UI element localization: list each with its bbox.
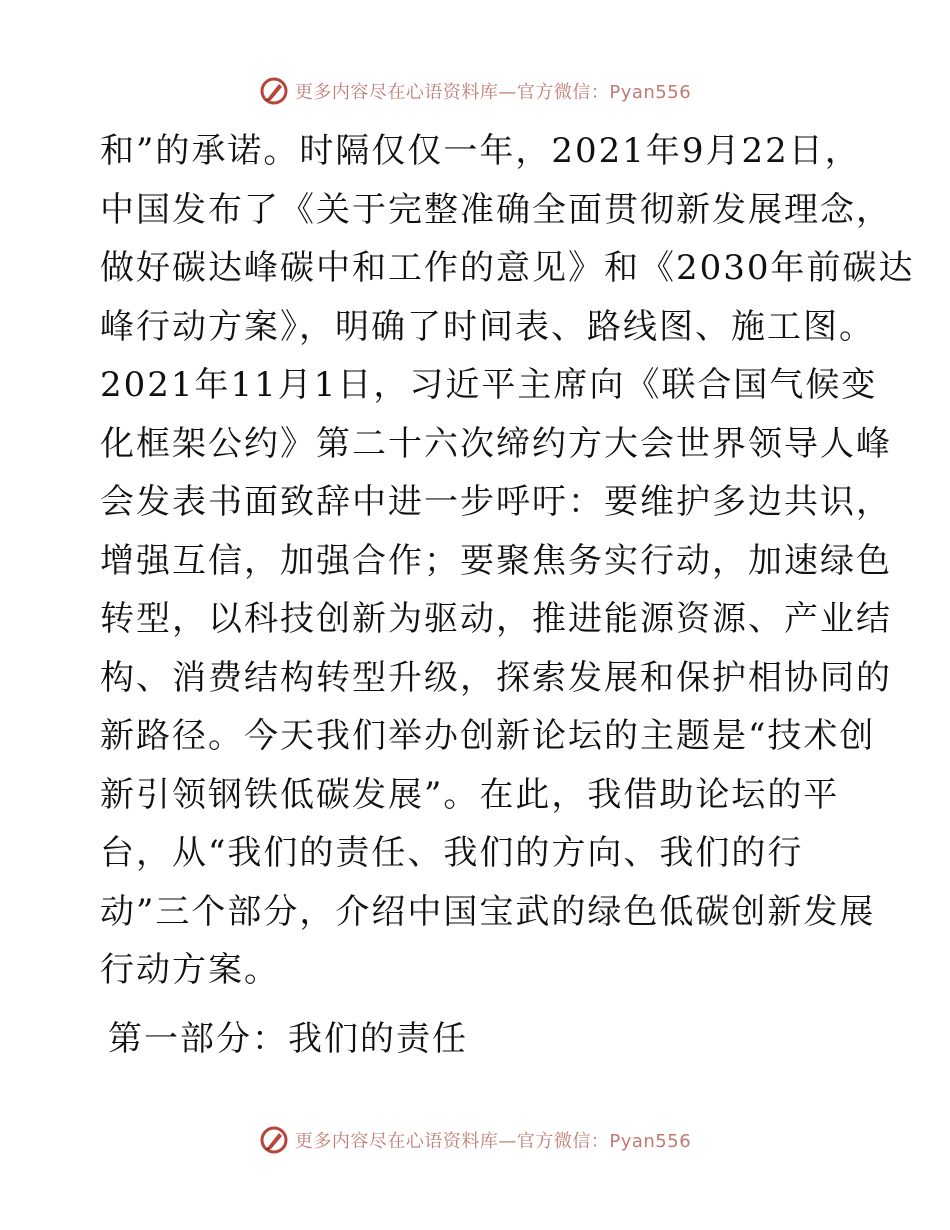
body-line: 动”三个部分，介绍中国宝武的绿色低碳创新发展 xyxy=(100,891,876,932)
body-line: 和”的承诺。时隔仅仅一年，2021年9月22日， xyxy=(100,131,861,171)
header-banner-text: 更多内容尽在心语资料库—官方微信：Pyan556 xyxy=(294,82,692,103)
body-line: 构、消费结构转型升级，探索发展和保护相协同的 xyxy=(100,657,892,698)
body-line: 中国发布了《关于完整准确全面贯彻新发展理念， xyxy=(100,189,892,230)
body-line: 会发表书面致辞中进一步呼吁：要维护多边共识， xyxy=(100,482,892,522)
header-banner xyxy=(0,71,950,111)
body-line: 做好碳达峰碳中和工作的意见》和《2030年前碳达 xyxy=(100,248,915,288)
body-line: 2021年11月1日，习近平主席向《联合国气候变 xyxy=(100,365,878,405)
pen-in-circle-logo-icon xyxy=(259,76,289,106)
footer-banner-text: 更多内容尽在心语资料库—官方微信：Pyan556 xyxy=(294,1131,692,1152)
body-line: 化框架公约》第二十六次缔约方大会世界领导人峰 xyxy=(100,423,892,464)
document-body xyxy=(100,122,915,1000)
pen-in-circle-logo-icon xyxy=(259,1125,289,1155)
body-line: 新引领钢铁低碳发展”。在此，我借助论坛的平 xyxy=(100,774,840,815)
footer-banner xyxy=(0,1120,950,1160)
section-heading: 第一部分：我们的责任 xyxy=(108,1019,468,1059)
body-line: 峰行动方案》，明确了时间表、路线图、施工图。 xyxy=(100,306,875,347)
body-line: 增强互信，加强合作；要聚焦务实行动，加速绿色 xyxy=(100,540,892,581)
body-line: 转型，以科技创新为驱动，推进能源资源、产业结 xyxy=(100,599,892,639)
body-line: 新路径。今天我们举办创新论坛的主题是“技术创 xyxy=(100,716,876,756)
body-line: 台，从“我们的责任、我们的方向、我们的行 xyxy=(100,833,804,873)
body-line: 行动方案。 xyxy=(100,950,280,990)
